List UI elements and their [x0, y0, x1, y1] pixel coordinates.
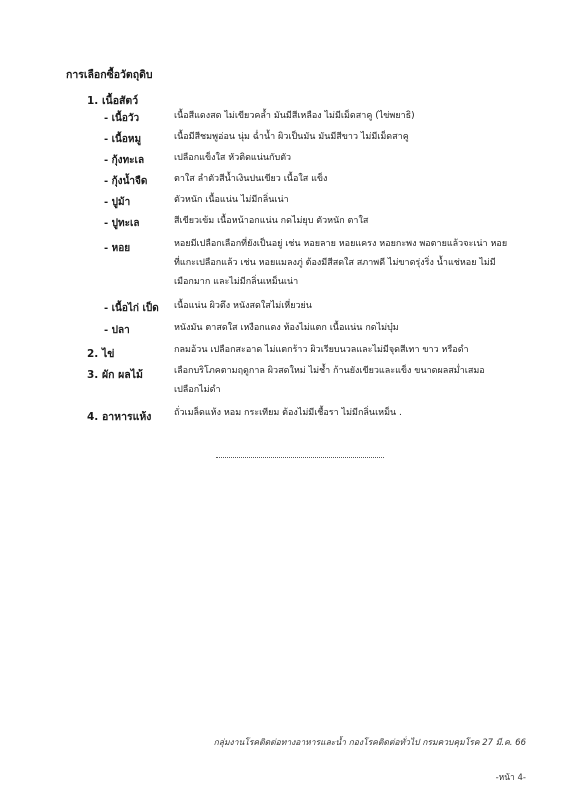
- item-desc-mud-crab: สีเขียวเข้ม เนื้อหน้าอกแน่น กดไม่ยุบ ตัวหนัก ตาใส: [174, 216, 369, 226]
- page-footer: กลุ่มงานโรคติดต่อทางอาหารและน้ำ กองโรคติดต่อทั่วไป กรมควบคุมโรค 27 มี.ค. 66: [213, 738, 526, 748]
- item-desc-shellfish: หอยมีเปลือกเลือกที่ยังเป็นอยู่ เช่น หอยลาย หอยแครง หอยกะพง พอตายแล้วจะเน่า หอยที่แกะเปลือกแล้ว เช่น หอยแมลงภู่ ต้องมีสีสดใส สภาพดี ไม่ขาดรุ่งริ่ง น้ำแช่หอย ไม่มีเมือกมาก และไม่มีกลิ่นเหม็นเน่า: [174, 239, 508, 287]
- item-label-blue-crab: - ปูม้า: [104, 197, 131, 208]
- category-eggs: 2. ไข่: [87, 348, 115, 360]
- item-label-pork: - เนื้อหมู: [104, 134, 142, 145]
- section-heading: การเลือกซื้อวัตถุดิบ: [66, 69, 153, 81]
- item-desc-eggs: กลมอ้วน เปลือกสะอาด ไม่แตกร้าว ผิวเรียบนวลและไม่มีจุดสีเทา ขาว หรือดำ: [174, 345, 469, 355]
- item-desc-beef: เนื้อสีแดงสด ไม่เขียวคล้ำ มันมีสีเหลือง ไม่มีเม็ดสาคู (ไข่พยาธิ): [174, 111, 415, 121]
- dotted-separator: [216, 457, 384, 458]
- item-label-sea-shrimp: - กุ้งทะเล: [104, 155, 145, 166]
- category-vegetables-fruits: 3. ผัก ผลไม้: [87, 369, 143, 381]
- item-desc-vegetables-fruits: เลือกบริโภคตามฤดูกาล ผิวสดใหม่ ไม่ช้ำ ก้านยังเขียวและแข็ง ขนาดผลสม่ำเสมอ เปลือกไม่ดำ: [174, 366, 485, 395]
- item-desc-dry-food: ถั่วเมล็ดแห้ง หอม กระเทียม ต้องไม่มีเชื้อรา ไม่มีกลิ่นเหม็น .: [174, 408, 402, 418]
- page-number: -หน้า 4-: [495, 773, 526, 783]
- item-desc-blue-crab: ตัวหนัก เนื้อแน่น ไม่มีกลิ่นเน่า: [174, 195, 289, 205]
- item-label-fish: - ปลา: [104, 325, 130, 336]
- category-meat: 1. เนื้อสัตว์: [87, 95, 139, 107]
- item-label-shellfish: - หอย: [104, 243, 131, 254]
- item-desc-pork: เนื้อมีสีชมพูอ่อน นุ่ม ฉ่ำน้ำ ผิวเป็นมัน มันมีสีขาว ไม่มีเม็ดสาคู: [174, 132, 409, 142]
- item-label-chicken-duck: - เนื้อไก่ เป็ด: [104, 303, 159, 314]
- item-desc-sea-shrimp: เปลือกแข็งใส หัวติดแน่นกับตัว: [174, 153, 292, 163]
- item-desc-freshwater-shrimp: ตาใส ลำตัวสีน้ำเงินปนเขียว เนื้อใส แข็ง: [174, 174, 328, 184]
- item-label-mud-crab: - ปูทะเล: [104, 218, 140, 229]
- item-label-freshwater-shrimp: - กุ้งน้ำจืด: [104, 176, 148, 187]
- item-label-beef: - เนื้อวัว: [104, 113, 140, 124]
- category-dry-food: 4. อาหารแห้ง: [87, 411, 152, 423]
- item-desc-fish: หนังมัน ตาสดใส เหงือกแดง ท้องไม่แตก เนื้อแน่น กดไม่บุ๋ม: [174, 323, 399, 333]
- item-desc-chicken-duck: เนื้อแน่น ผิวตึง หนังสดใสไม่เหี่ยวย่น: [174, 301, 312, 311]
